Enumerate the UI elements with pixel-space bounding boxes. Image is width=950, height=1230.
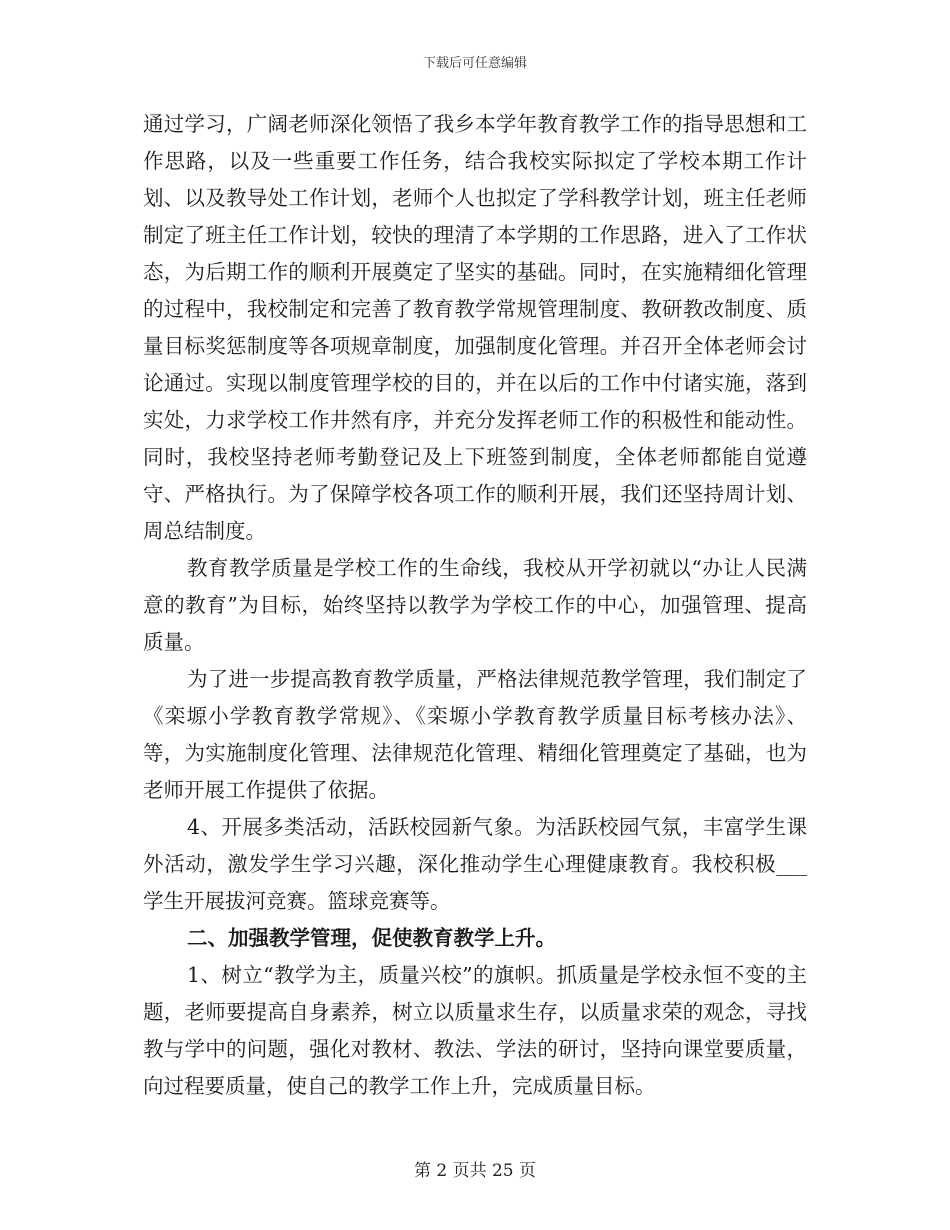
paragraph-continuation: 通过学习，广阔老师深化领悟了我乡本学年教育教学工作的指导思想和工作思路，以及一些重要工作任务，结合我校实际拟定了学校本期工作计划、以及教导处工作计划，老师个人也拟定了学科教学计划，班主任老师制定了班主任工作计划，较快的理清了本学期的工作思路，进入了工作状态，为后期工作的顺利开展奠定了坚实的基础。同时，在实施精细化管理的过程中，我校制定和完善了教育教学常规管理制度、教研教改制度、质量目标奖惩制度等各项规章制度，加强制度化管理。并召开全体老师会讨论通过。实现以制度管理学校的目的，并在以后的工作中付诸实施，落到实处，力求学校工作井然有序，并充分发挥老师工作的积极性和能动性。同时，我校坚持老师考勤登记及上下班签到制度，全体老师都能自觉遵守、严格执行。为了保障学校各项工作的顺利开展，我们还坚持周计划、周总结制度。 (143, 112, 807, 543)
paragraph-activities: 4、开展多类活动，活跃校园新气象。为活跃校园气氛，丰富学生课外活动，激发学生学习兴趣，深化推动学生心理健康教育。我校积极___学生开展拔河竞赛。篮球竞赛等。 (143, 815, 807, 913)
page-header: 下载后可任意编辑 (422, 56, 527, 71)
page-number: 第 2 页共 25 页 (413, 1161, 537, 1181)
paragraph-regulations: 为了进一步提高教育教学质量，严格法律规范教学管理，我们制定了《栾塬小学教育教学常规》、《栾塬小学教育教学质量目标考核办法》、等，为实施制度化管理、法律规范化管理、精细化管理奠定了基础，也为老师开展工作提供了依据。 (143, 667, 807, 802)
document-body (143, 106, 807, 1105)
section-heading: 二、加强教学管理，促使教育教学上升。 (187, 926, 556, 950)
paragraph-quality: 教育教学质量是学校工作的生命线，我校从开学初就以“办让人民满意的教育”为目标，始终坚持以教学为学校工作的中心，加强管理、提高质量。 (143, 556, 807, 654)
paragraph-teaching-focus: 1、树立“教学为主，质量兴校”的旗帜。抓质量是学校永恒不变的主题，老师要提高自身素养，树立以质量求生存，以质量求荣的观念，寻找教与学中的问题，强化对教材、教法、学法的研讨，坚持向课堂要质量，向过程要质量，使自己的教学工作上升，完成质量目标。 (143, 963, 807, 1098)
